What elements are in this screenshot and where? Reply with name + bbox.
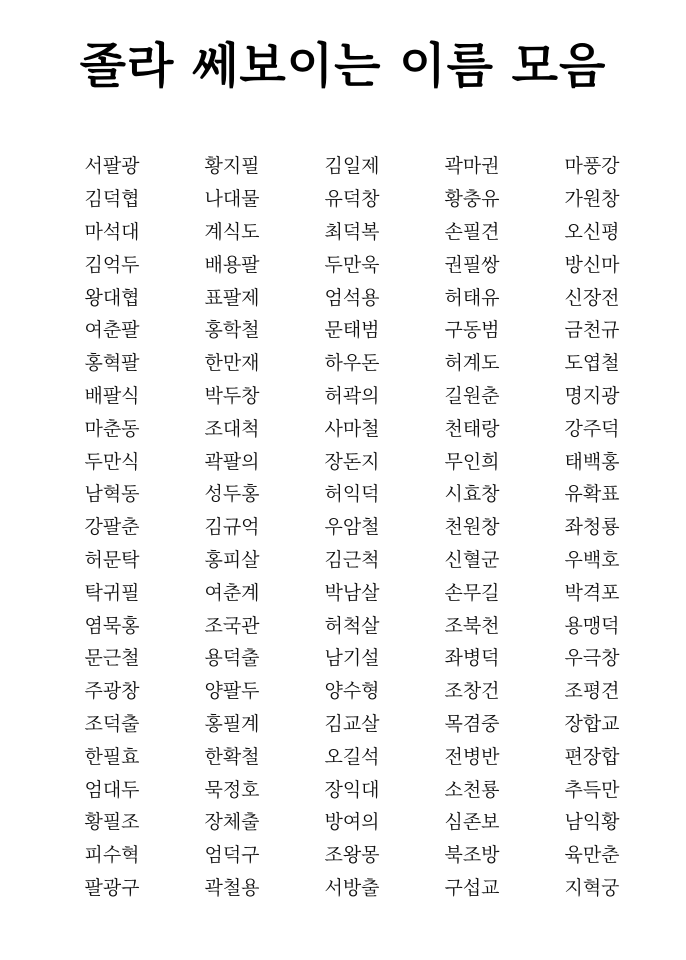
name-item: 소천룡 [444, 778, 500, 801]
name-item: 명지광 [564, 384, 620, 407]
name-item: 신장전 [564, 286, 620, 309]
name-item: 문태범 [324, 319, 380, 342]
name-item: 서팔광 [84, 155, 140, 178]
name-item: 곽팔의 [204, 450, 260, 473]
name-item: 허곽의 [324, 384, 380, 407]
name-item: 홍혁팔 [84, 352, 140, 375]
name-item: 장합교 [564, 712, 620, 735]
name-item: 손무길 [444, 581, 500, 604]
name-item: 홍필계 [204, 712, 260, 735]
name-item: 조평견 [564, 680, 620, 703]
name-item: 남기설 [324, 647, 380, 670]
name-item: 묵정호 [204, 778, 260, 801]
name-item: 조대척 [204, 417, 260, 440]
name-item: 무인희 [444, 450, 500, 473]
name-item: 홍피살 [204, 548, 260, 571]
name-item: 황충유 [444, 188, 500, 211]
name-item: 황필조 [84, 811, 140, 834]
name-item: 배용팔 [204, 253, 260, 276]
name-item: 편장합 [564, 745, 620, 768]
name-item: 배팔식 [84, 384, 140, 407]
name-item: 허태유 [444, 286, 500, 309]
name-item: 장돈지 [324, 450, 380, 473]
name-item: 박격포 [564, 581, 620, 604]
name-item: 두만욱 [324, 253, 380, 276]
name-item: 홍학철 [204, 319, 260, 342]
name-item: 장익대 [324, 778, 380, 801]
name-item: 천태랑 [444, 417, 500, 440]
name-item: 서방출 [324, 876, 380, 899]
name-item: 조국관 [204, 614, 260, 637]
name-item: 가원창 [564, 188, 620, 211]
name-item: 조왕몽 [324, 844, 380, 867]
name-item: 방신마 [564, 253, 620, 276]
name-item: 성두홍 [204, 483, 260, 506]
name-item: 금천규 [564, 319, 620, 342]
name-item: 조북천 [444, 614, 500, 637]
name-item: 주광창 [84, 680, 140, 703]
name-item: 마춘동 [84, 417, 140, 440]
name-item: 목겸중 [444, 712, 500, 735]
name-item: 추득만 [564, 778, 620, 801]
name-item: 표팔제 [204, 286, 260, 309]
name-item: 구동범 [444, 319, 500, 342]
name-item: 좌청룡 [564, 516, 620, 539]
name-item: 한확철 [204, 745, 260, 768]
name-item: 마풍강 [564, 155, 620, 178]
name-item: 신혈군 [444, 548, 500, 571]
name-item: 탁귀필 [84, 581, 140, 604]
name-item: 한만재 [204, 352, 260, 375]
name-item: 구섭교 [444, 876, 500, 899]
name-item: 하우돈 [324, 352, 380, 375]
name-item: 곽마권 [444, 155, 500, 178]
page-title: 졸라 쎄보이는 이름 모음 [79, 38, 607, 94]
name-item: 허계도 [444, 352, 500, 375]
name-item: 김근척 [324, 548, 380, 571]
name-item: 곽철용 [204, 876, 260, 899]
name-item: 태백홍 [564, 450, 620, 473]
name-item: 염묵홍 [84, 614, 140, 637]
name-item: 방여의 [324, 811, 380, 834]
name-item: 마석대 [84, 220, 140, 243]
name-item: 강주덕 [564, 417, 620, 440]
name-item: 손필견 [444, 220, 500, 243]
name-item: 최덕복 [324, 220, 380, 243]
name-item: 엄대두 [84, 778, 140, 801]
name-item: 장체출 [204, 811, 260, 834]
name-item: 북조방 [444, 844, 500, 867]
name-item: 유덕창 [324, 188, 380, 211]
name-item: 허문탁 [84, 548, 140, 571]
name-item: 우극창 [564, 647, 620, 670]
name-item: 김덕협 [84, 188, 140, 211]
name-item: 용맹덕 [564, 614, 620, 637]
name-item: 우백호 [564, 548, 620, 571]
name-item: 김억두 [84, 253, 140, 276]
name-item: 박두창 [204, 384, 260, 407]
name-item: 권필쌍 [444, 253, 500, 276]
name-item: 김교살 [324, 712, 380, 735]
name-item: 사마철 [324, 417, 380, 440]
name-item: 남혁동 [84, 483, 140, 506]
name-item: 유확표 [564, 483, 620, 506]
name-item: 여춘팔 [84, 319, 140, 342]
name-item: 허익덕 [324, 483, 380, 506]
name-item: 박남살 [324, 581, 380, 604]
name-item: 엄덕구 [204, 844, 260, 867]
name-item: 계식도 [204, 220, 260, 243]
name-item: 황지필 [204, 155, 260, 178]
name-item: 조덕출 [84, 712, 140, 735]
name-item: 육만춘 [564, 844, 620, 867]
name-item: 허척살 [324, 614, 380, 637]
name-item: 김일제 [324, 155, 380, 178]
name-item: 오신평 [564, 220, 620, 243]
name-item: 문근철 [84, 647, 140, 670]
name-item: 여춘계 [204, 581, 260, 604]
name-item: 좌병덕 [444, 647, 500, 670]
name-item: 천원창 [444, 516, 500, 539]
name-item: 양팔두 [204, 680, 260, 703]
name-item: 남익황 [564, 811, 620, 834]
names-grid [52, 150, 652, 904]
name-item: 지혁궁 [564, 876, 620, 899]
name-item: 엄석용 [324, 286, 380, 309]
name-item: 팔광구 [84, 876, 140, 899]
name-item: 우암철 [324, 516, 380, 539]
name-item: 도엽철 [564, 352, 620, 375]
name-item: 전병반 [444, 745, 500, 768]
name-item: 한필효 [84, 745, 140, 768]
name-item: 시효창 [444, 483, 500, 506]
name-item: 양수형 [324, 680, 380, 703]
name-item: 피수혁 [84, 844, 140, 867]
name-item: 오길석 [324, 745, 380, 768]
name-item: 김규억 [204, 516, 260, 539]
name-item: 길원춘 [444, 384, 500, 407]
name-item: 두만식 [84, 450, 140, 473]
name-item: 조창건 [444, 680, 500, 703]
name-item: 심존보 [444, 811, 500, 834]
name-item: 나대물 [204, 188, 260, 211]
name-item: 용덕출 [204, 647, 260, 670]
name-item: 강팔춘 [84, 516, 140, 539]
name-item: 왕대협 [84, 286, 140, 309]
